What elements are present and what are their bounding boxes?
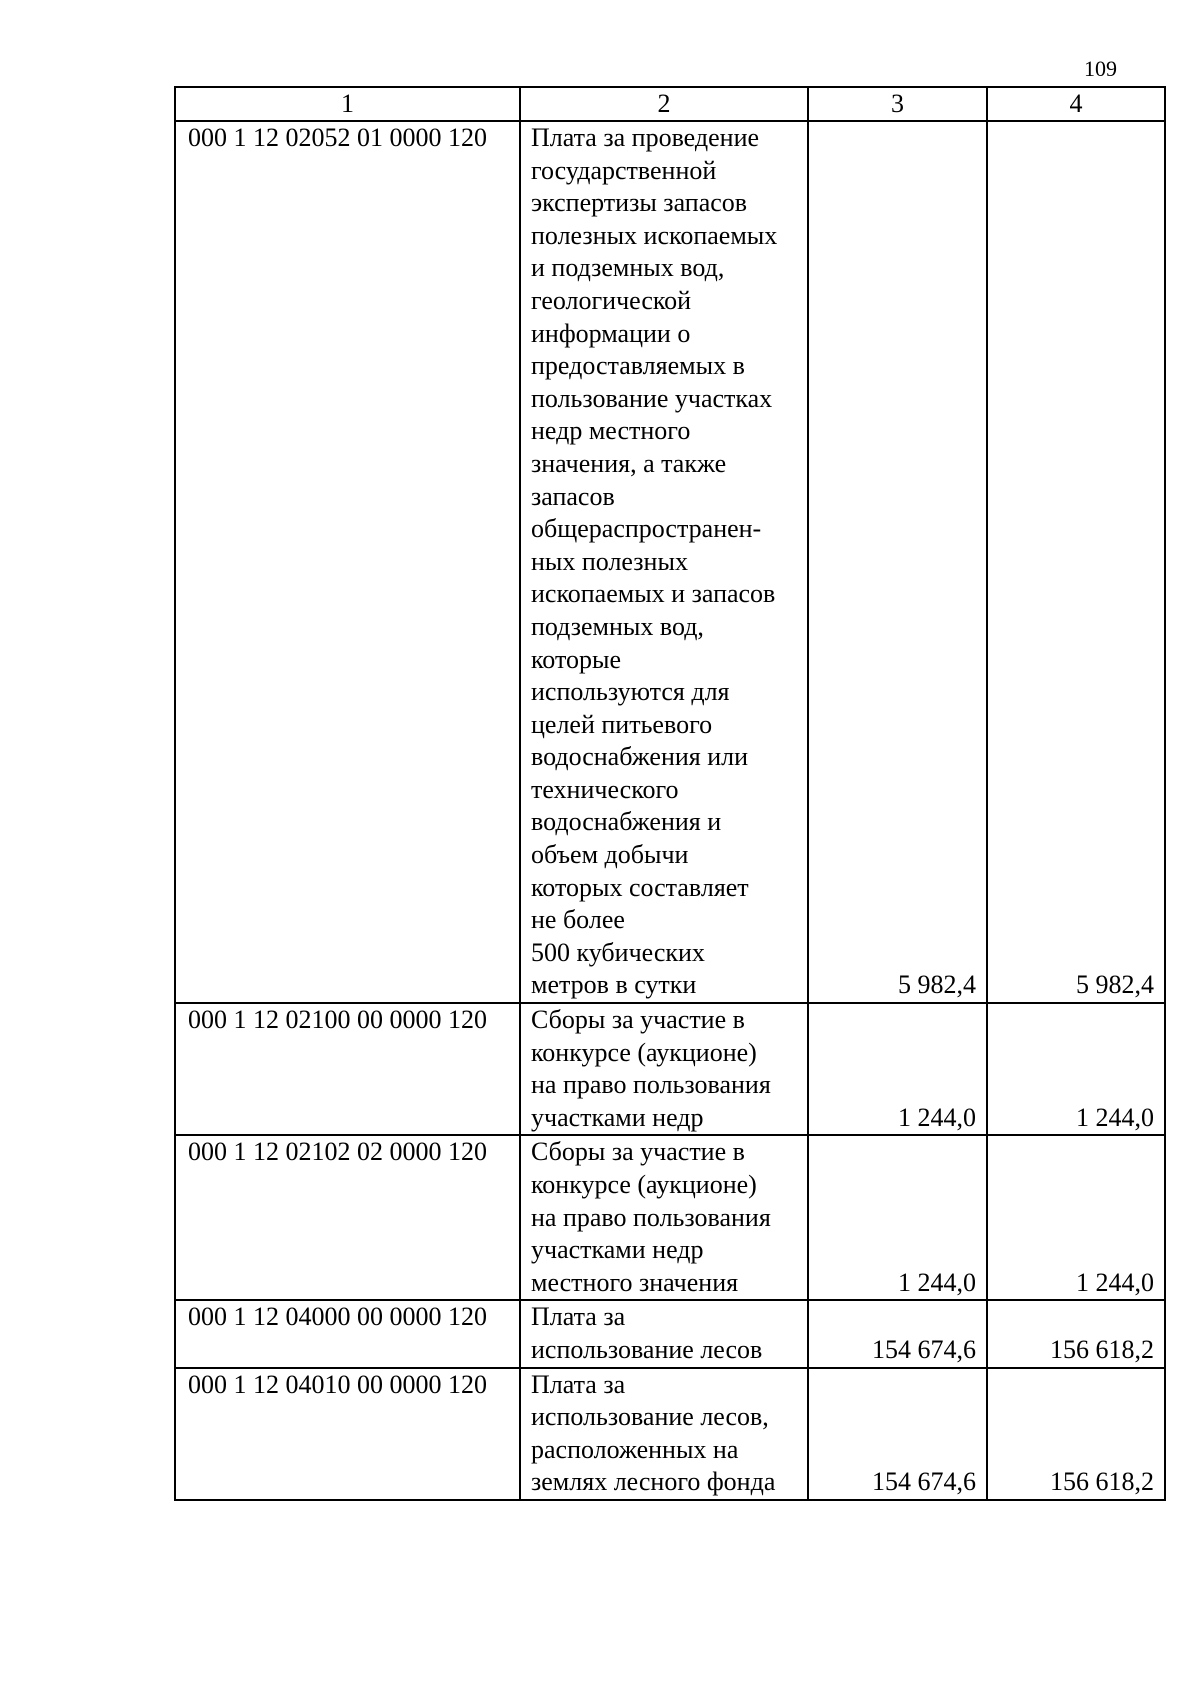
budget-code: 000 1 12 02052 01 0000 120 [175, 121, 520, 1003]
description-line: не более [531, 905, 625, 935]
description-line: участками недр [531, 1102, 704, 1132]
description-line: используются для [531, 677, 730, 707]
amount-column-3: 1 244,0 [808, 1135, 987, 1300]
income-description [520, 121, 808, 1003]
description-line: информации о [531, 318, 691, 348]
amount-column-3: 1 244,0 [808, 1003, 987, 1135]
description-line: Сборы за участие в [531, 1137, 745, 1167]
description-line: конкурсе (аукционе) [531, 1170, 757, 1199]
description-line: целей питьевого [531, 709, 713, 739]
description-line: водоснабжения или [531, 742, 749, 772]
description-line: подземных вод, [531, 611, 704, 641]
description-line: недр местного [531, 416, 691, 446]
table-row [175, 1003, 1165, 1135]
table-row [175, 1135, 1165, 1300]
page-number: 109 [1084, 56, 1117, 81]
description-line: и подземных вод, [531, 253, 725, 283]
table-header [175, 87, 1165, 121]
table-body [175, 121, 1165, 1500]
table-row [175, 121, 1165, 1003]
budget-code: 000 1 12 02102 02 0000 120 [175, 1135, 520, 1300]
description-line: геологической [531, 285, 692, 315]
income-description [520, 1003, 808, 1135]
budget-code: 000 1 12 04010 00 0000 120 [175, 1368, 520, 1500]
description-line: ных полезных [531, 546, 688, 576]
header-row [175, 87, 1165, 121]
column-header-4: 4 [987, 87, 1165, 121]
table-row [175, 1300, 1165, 1367]
column-header-2: 2 [520, 87, 808, 121]
description-line: объем добычи [531, 840, 689, 870]
description-line: которые [531, 644, 621, 674]
income-description [520, 1368, 808, 1500]
budget-code: 000 1 12 04000 00 0000 120 [175, 1300, 520, 1367]
budget-table [174, 86, 1166, 1501]
description-line: землях лесного фонда [531, 1467, 776, 1497]
description-line: на право пользования [531, 1070, 771, 1100]
amount-column-3: 5 982,4 [808, 121, 987, 1003]
description-line: местного значения [531, 1267, 739, 1297]
column-header-1: 1 [175, 87, 520, 121]
description-line: общераспространен- [531, 514, 762, 544]
description-line: 500 кубических [531, 937, 705, 967]
description-line: экспертизы запасов [531, 188, 748, 218]
income-description [520, 1300, 808, 1367]
income-description [520, 1135, 808, 1300]
description-line: участками недр [531, 1235, 704, 1265]
description-line: Плата за [531, 1302, 626, 1332]
amount-column-3: 154 674,6 [808, 1368, 987, 1500]
description-line: пользование участках [531, 383, 773, 413]
budget-code: 000 1 12 02100 00 0000 120 [175, 1003, 520, 1135]
amount-column-4: 156 618,2 [987, 1368, 1165, 1500]
amount-column-3: 154 674,6 [808, 1300, 987, 1367]
description-line: ископаемых и запасов [531, 579, 776, 609]
description-line: Плата за проведение [531, 123, 760, 152]
description-line: на право пользования [531, 1202, 771, 1232]
description-line: водоснабжения и [531, 807, 722, 837]
table-row [175, 1368, 1165, 1500]
description-line: расположенных на [531, 1434, 739, 1464]
description-line: значения, а также [531, 448, 727, 478]
description-line: технического [531, 774, 679, 804]
description-line: государственной [531, 155, 717, 185]
column-header-3: 3 [808, 87, 987, 121]
description-line: метров в сутки [531, 970, 697, 1000]
amount-column-4: 5 982,4 [987, 121, 1165, 1003]
description-line: предоставляемых в [531, 351, 745, 381]
description-line: которых составляет [531, 872, 749, 902]
description-line: Сборы за участие в [531, 1005, 745, 1035]
amount-column-4: 1 244,0 [987, 1135, 1165, 1300]
description-line: использование лесов, [531, 1402, 769, 1432]
description-line: использование лесов [531, 1334, 763, 1364]
description-line: запасов [531, 481, 615, 511]
description-line: полезных ископаемых [531, 220, 778, 250]
amount-column-4: 1 244,0 [987, 1003, 1165, 1135]
description-line: конкурсе (аукционе) [531, 1037, 757, 1067]
description-line: Плата за [531, 1369, 626, 1399]
amount-column-4: 156 618,2 [987, 1300, 1165, 1367]
